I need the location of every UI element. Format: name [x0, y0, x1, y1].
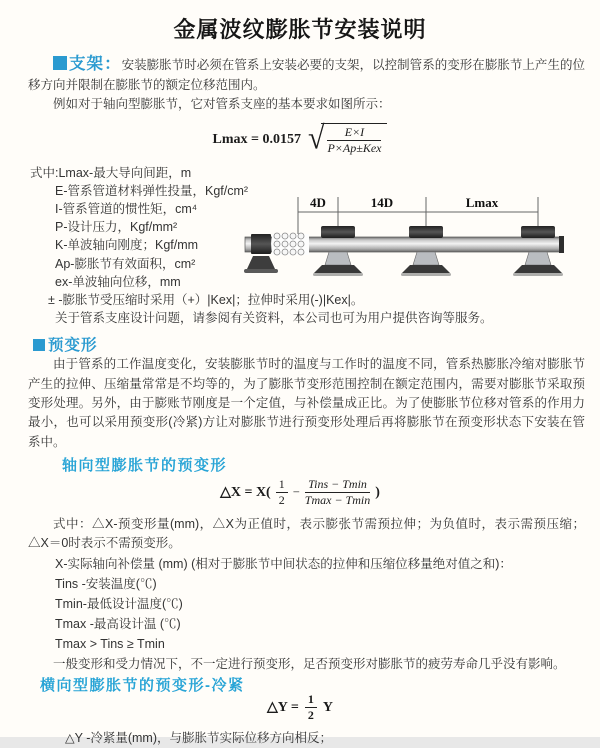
formula3-num: 1: [305, 693, 317, 709]
dimension-label-lmax: Lmax: [465, 195, 499, 210]
support-section-paragraph: [28, 55, 585, 95]
predeform-section-heading: [33, 333, 600, 353]
lateral-subsection-heading: 横向型膨胀节的预变形-冷紧: [40, 676, 245, 694]
radical-sign-icon: √: [308, 121, 325, 157]
axial-note: 一般变形和受力情况下，不一定进行预变形，足否预变形对膨胀节的疲劳寿命几乎没有影响。: [53, 656, 566, 671]
formula2-lhs: △X = X(: [220, 485, 271, 501]
definition-item: P-设计压力，Kgf/mm²: [55, 220, 178, 235]
pipe-support-diagram-svg: [243, 193, 595, 285]
bellows-expansion-joint: [272, 233, 309, 255]
formula2-minus: −: [292, 485, 300, 500]
axial-subsection-heading: 轴向型膨胀节的预变形: [62, 456, 228, 474]
formula2-half-den: 2: [278, 493, 285, 508]
parameter-item: Tmin-最低设计温度(℃): [55, 596, 183, 611]
definition-item: Ap-膨胀节有效面积，cm²: [55, 256, 196, 271]
support-intro-text: 安装膨胀节时必须在管系上安装必要的支架，以控制管系的变形在膨胀节上产生的位移方向并限制在膨胀节的额定位移范围内。: [28, 58, 585, 92]
formula3-lhs: △Y =: [267, 700, 299, 716]
definition-item: ex-单波轴向位移，mm: [55, 274, 181, 289]
formula1-numerator: E×I: [327, 126, 381, 142]
formula2-numerator: Tins − Tmin: [305, 478, 370, 494]
formula3-den: 2: [307, 708, 314, 723]
formula2-half-num: 1: [276, 478, 288, 494]
axial-parameter-list: [55, 554, 600, 654]
predeform-heading-text: 预变形: [48, 337, 98, 355]
lateral-coldpull-formula: [0, 693, 600, 723]
parameter-item: Tmax > Tins ≥ Tmin: [55, 636, 165, 651]
definition-item: ± -膨胀节受压缩时采用（+）|Kex|；拉伸时采用(-)|Kex|。: [48, 292, 364, 307]
dimension-label-4d: 4D: [310, 195, 326, 210]
dimension-label-14d: 14D: [370, 195, 394, 210]
pipe-end-cap: [559, 236, 564, 253]
axial-formula-explanation: 式中：△X-预变形量(mm)，△X为正值时，表示膨张节需预拉伸；为负值时，表示需预压缩；△X＝0时表示不需预变形。: [28, 516, 585, 551]
parameter-item: Tins -安装温度(℃): [55, 576, 157, 591]
formula3-rhs: Y: [322, 699, 333, 715]
definition-item: 关于管系支座设计问题，请参阅有关资料，本公司也可为用户提供咨询等服务。: [55, 311, 493, 326]
pipe-support-diagram: [243, 193, 595, 285]
support-example-line: 例如对于轴向型膨胀节，它对管系支座的基本要求如图所示：: [53, 97, 391, 111]
definition-item: E-管系管道材料弹性投量，Kgf/cm²: [55, 183, 249, 198]
predeform-paragraph: 由于管系的工作温度变化，安装膨胀节时的温度与工作时的温度不同，管系热膨胀冷缩对膨胀节产生的拉伸、压缩量常常是不均等的，为了膨胀节变形范围控制在额定范围内，需要对膨胀节采取预变形处理。另外，由于膨账节刚度是一个定值，与补偿量成正比。为了使膨胀节位移对管系的作用力最小，也可以采用预变形(冷紧)方让对膨胀节进行预变形处理后再将膨胀节在预变形状态下安装在管系中。: [28, 357, 585, 449]
blue-square-bullet-icon: [53, 56, 67, 70]
page-title: 金属波纹膨胀节安装说明: [173, 17, 427, 42]
definition-item: K-单波轴向刚度；Kgf/mm: [55, 238, 199, 253]
lateral-note: △Y -冷紧量(mm)，与膨胀节实际位移方向相反；: [65, 730, 333, 745]
parameter-item: X-实际轴向补偿量 (mm) (相对于膨胀节中间状态的拉伸和压缩位移量绝对值之和)：: [55, 556, 512, 571]
parameter-item: Tmax -最高设计温 (℃): [55, 616, 181, 631]
formula1-denominator: P×Ap±Kex: [327, 141, 382, 156]
definition-item: I-管系管道的惯性矩，cm⁴: [55, 201, 198, 216]
square-root-radical: [308, 123, 387, 157]
support-section-heading: 支架：: [69, 55, 122, 73]
formula2-denominator: Tmax − Tmin: [304, 493, 371, 508]
formula1-lhs: Lmax = 0.0157: [212, 131, 301, 147]
axial-predeform-formula: [0, 473, 600, 513]
definition-item: 式中:Lmax-最大导向间距，m: [30, 165, 192, 180]
formula2-rparen: ): [375, 484, 380, 500]
blue-square-bullet-icon: [33, 339, 45, 351]
guide-spacing-formula: [0, 121, 600, 159]
